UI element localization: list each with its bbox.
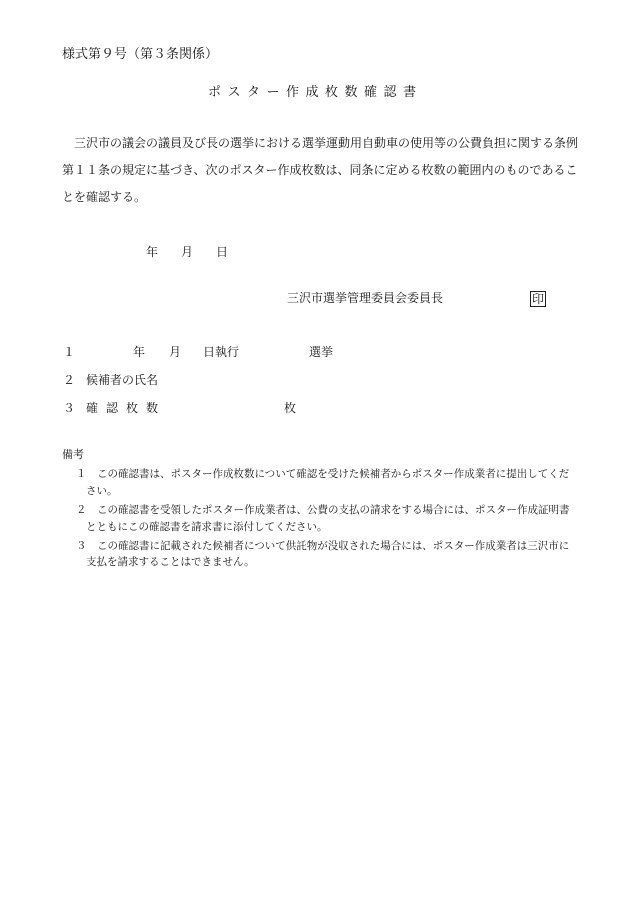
body-line: 三沢市の議会の議員及び長の選挙における選挙運動用自動車の使用等の公費負担に関する条例 [62, 136, 579, 150]
note-line: 支払を請求することはできません。 [86, 556, 255, 568]
item-1-month-label: 月 [169, 345, 182, 359]
note-line: この確認書は、ポスター作成枚数について確認を受けた候補者からポスター作成業者に提出してくだ [97, 468, 570, 480]
count-unit-label: 枚 [284, 401, 297, 415]
note-number: ３ [76, 540, 87, 552]
note-line: この確認書を受領したポスター作成業者は、公費の支払の請求をする場合には、ポスター作成証明書 [97, 504, 570, 516]
date-year-label: 年 [146, 245, 159, 259]
seal-stamp-box [530, 291, 546, 307]
document-title: ポスター作成枚数確認書 [208, 85, 423, 100]
item-1-day-label: 日執行 [203, 345, 240, 359]
confirmed-count-label: 確認枚数 [86, 401, 167, 415]
note-line: この確認書に記載された候補者について供託物が没収された場合には、ポスター作成業者は三沢市に [97, 540, 570, 552]
seal-label: 印 [531, 292, 544, 306]
item-number: ２ [63, 373, 76, 387]
issuer-title: 三沢市選挙管理委員会委員長 [287, 291, 444, 305]
item-number: １ [63, 345, 76, 359]
date-month-label: 月 [181, 245, 194, 259]
notes-heading: 備考 [62, 448, 84, 461]
item-number: ３ [63, 401, 76, 415]
note-line: さい。 [86, 485, 118, 497]
body-line: 第１１条の規定に基づき、次のポスター作成枚数は、同条に定める枚数の範囲内のものであるこ [62, 163, 578, 177]
note-number: ２ [76, 504, 87, 516]
form-number: 様式第９号（第３条関係） [62, 47, 219, 62]
date-day-label: 日 [216, 245, 229, 259]
body-line: とを確認する。 [62, 190, 147, 204]
candidate-name-label: 候補者の氏名 [86, 373, 159, 387]
note-line: とともにこの確認書を請求書に添付してください。 [86, 521, 328, 533]
item-1-election-label: 選挙 [309, 345, 334, 359]
note-number: １ [76, 468, 87, 480]
item-1-year-label: 年 [133, 345, 146, 359]
